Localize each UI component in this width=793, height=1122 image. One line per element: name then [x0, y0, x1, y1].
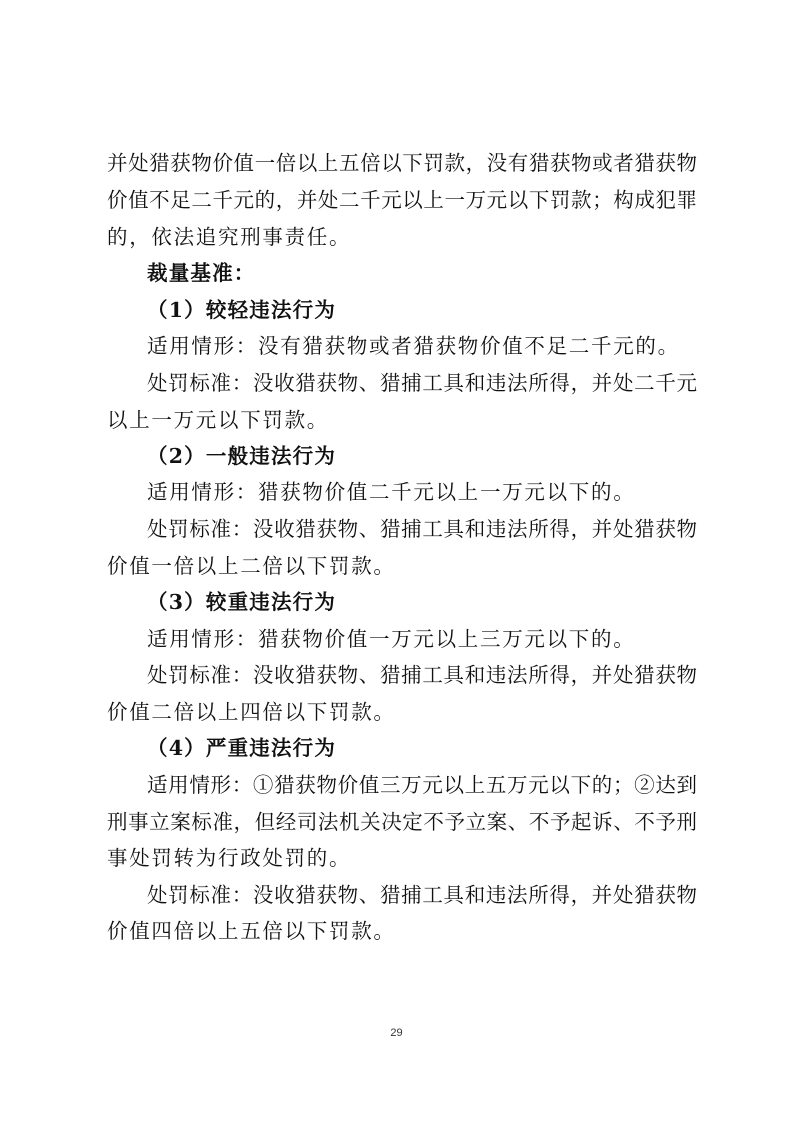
applicable-situation: 适用情形：没有猎获物或者猎获物价值不足二千元的。 [147, 334, 680, 358]
subsection-heading: （2）一般违法行为 [147, 444, 337, 468]
penalty-standard: 处罚标准：没收猎获物、猎捕工具和违法所得，并处猎获物 [147, 517, 697, 541]
subsection-heading: （1）较轻违法行为 [147, 298, 337, 322]
section-heading: 裁量基准： [147, 261, 256, 285]
applicable-situation: 适用情形：猎获物价值一万元以上三万元以下的。 [147, 627, 636, 651]
applicable-situation-cont: 刑事立案标准，但经司法机关决定不予立案、不予起诉、不予刑 [107, 810, 697, 834]
page-number: 29 [390, 1027, 403, 1039]
subsection-heading: （4）严重违法行为 [147, 736, 337, 760]
penalty-standard-cont: 以上一万元以下罚款。 [107, 408, 329, 432]
paragraph-line: 并处猎获物价值一倍以上五倍以下罚款，没有猎获物或者猎获物 [107, 151, 697, 175]
penalty-standard: 处罚标准：没收猎获物、猎捕工具和违法所得，并处猎获物 [147, 883, 697, 907]
penalty-standard-cont: 价值二倍以上四倍以下罚款。 [107, 700, 396, 724]
applicable-situation: 适用情形：猎获物价值二千元以上一万元以下的。 [147, 480, 636, 504]
applicable-situation: 适用情形：①猎获物价值三万元以上五万元以下的；②达到 [147, 773, 697, 797]
penalty-standard: 处罚标准：没收猎获物、猎捕工具和违法所得，并处二千元 [147, 371, 697, 395]
subsection-heading: （3）较重违法行为 [147, 590, 337, 614]
paragraph-line: 价值不足二千元的，并处二千元以上一万元以下罚款；构成犯罪 [107, 188, 697, 212]
penalty-standard-cont: 价值一倍以上二倍以下罚款。 [107, 554, 396, 578]
paragraph-line: 的，依法追究刑事责任。 [107, 225, 352, 249]
penalty-standard-cont: 价值四倍以上五倍以下罚款。 [107, 919, 396, 943]
applicable-situation-cont: 事处罚转为行政处罚的。 [107, 846, 352, 870]
penalty-standard: 处罚标准：没收猎获物、猎捕工具和违法所得，并处猎获物 [147, 663, 697, 687]
